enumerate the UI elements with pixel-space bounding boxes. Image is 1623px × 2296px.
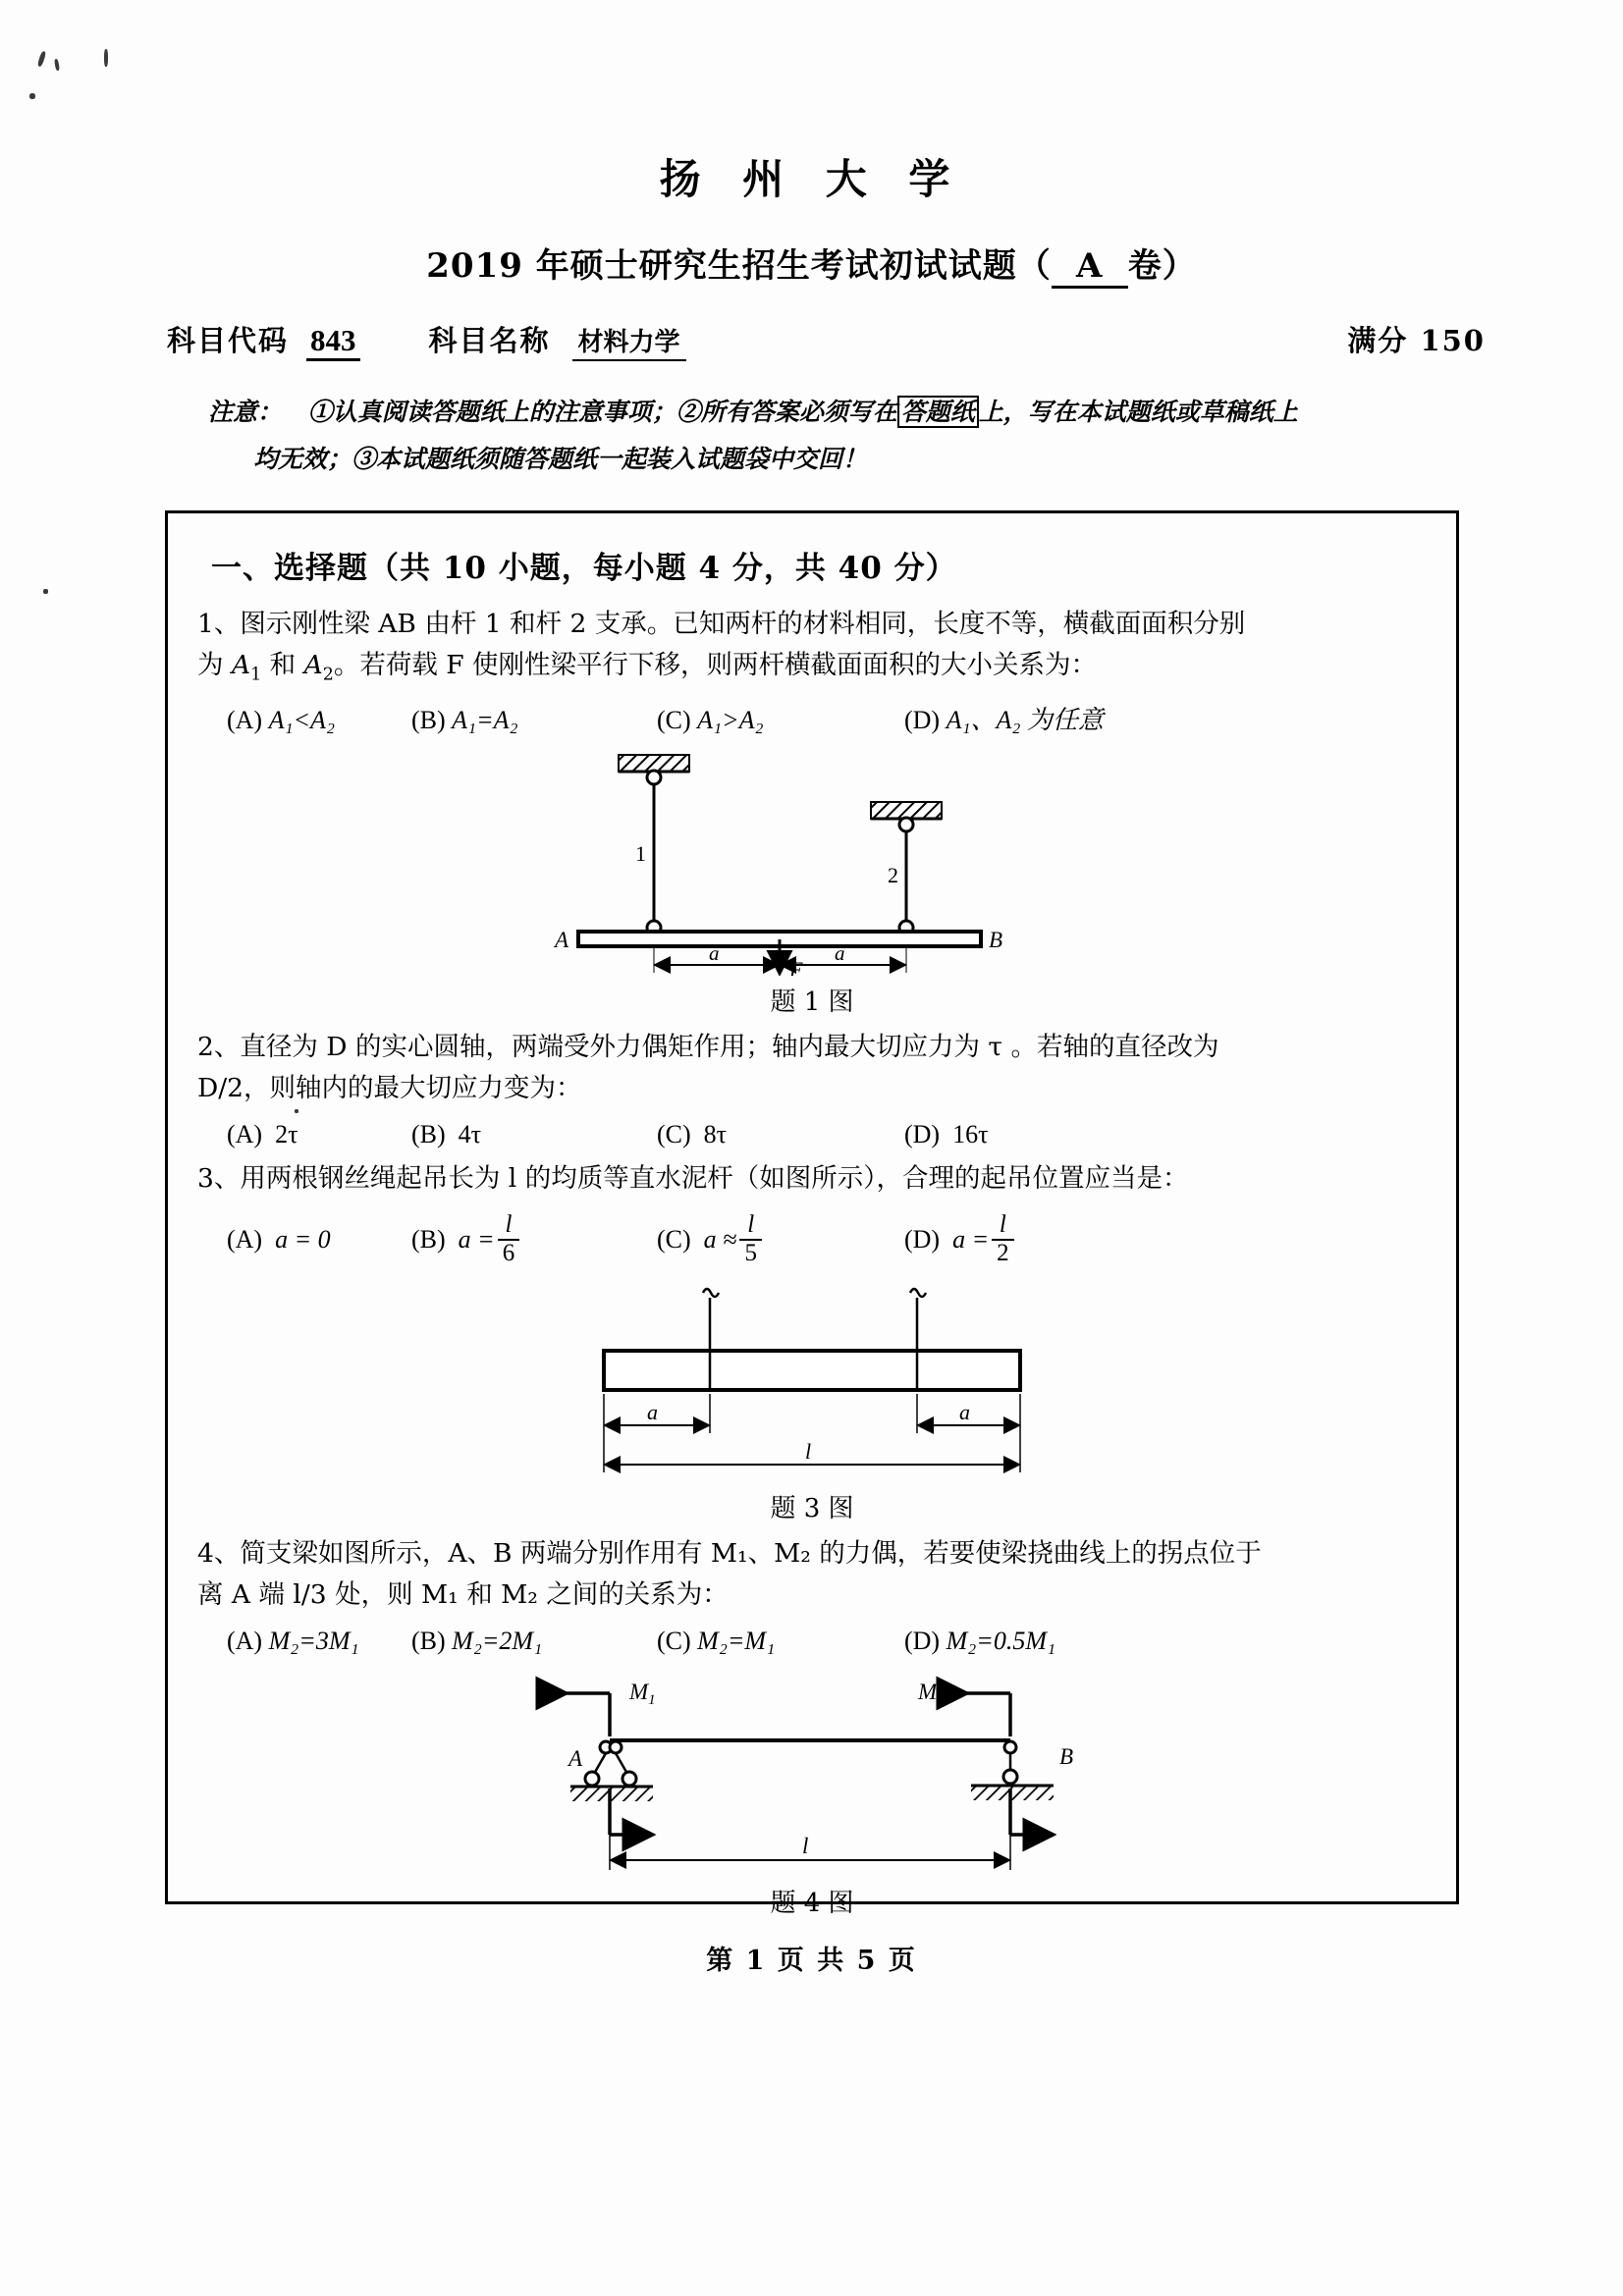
option-3-A-text: a = 0	[275, 1224, 331, 1254]
option-1-D-text: A₁、A₂ 为任意	[946, 706, 1104, 735]
notice-line1-a: ①认真阅读答题纸上的注意事项；②所有答案必须写在	[307, 398, 897, 426]
question-1-number: 1、	[197, 609, 241, 639]
university-title: 扬 州 大 学	[659, 155, 964, 203]
question-1-text	[197, 605, 1427, 644]
option-1-A[interactable]	[227, 702, 411, 739]
q1-l2-mid: 和	[261, 650, 304, 680]
figure-3-caption: 题 3 图	[770, 1493, 854, 1523]
option-3-C-fraction	[739, 1212, 762, 1266]
option-1-A-text: A₁<A₂	[268, 706, 335, 735]
figure-4	[197, 1666, 1427, 1877]
q1-sub2: 2	[322, 665, 334, 685]
full-score: 满分 150	[1347, 324, 1486, 357]
option-1-C-tag: (C)	[657, 706, 691, 735]
question-2-number: 2、	[197, 1032, 241, 1063]
option-3-C-lhs: a ≈	[703, 1224, 737, 1254]
figure-3-dim-a-left: a	[647, 1399, 658, 1424]
q1-symbol-A2: A	[303, 650, 323, 680]
option-3-C-denominator: 5	[739, 1239, 762, 1266]
option-2-C-text: 8τ	[703, 1120, 728, 1149]
figure-1-svg	[508, 745, 1116, 976]
option-3-B[interactable]	[411, 1212, 657, 1266]
figure-4-support-A-label: A	[568, 1745, 583, 1771]
question-body-box	[165, 510, 1459, 1918]
exam-title-suffix: 卷）	[1127, 246, 1197, 286]
subject-code-label: 科目代码	[167, 324, 290, 357]
option-3-B-tag: (B)	[411, 1224, 446, 1254]
q1-symbol-A1: A	[231, 650, 251, 680]
figure-1-caption: 题 1 图	[770, 988, 854, 1018]
option-2-B[interactable]	[411, 1116, 657, 1153]
figure-4-moment-left-label: $M_1$	[629, 1679, 656, 1708]
section-heading: 一、选择题（共 10 小题，每小题 4 分，共 40 分）	[211, 551, 957, 586]
page-footer: 第 1 页 共 5 页	[706, 1946, 917, 1976]
question-2-line1: 直径为 D 的实心圆轴，两端受外力偶矩作用；轴内最大切应力为 τ 。若轴的直径改为	[240, 1032, 1219, 1063]
question-4-number: 4、	[197, 1537, 241, 1569]
figure-1-force-label: F	[789, 957, 803, 977]
question-4-text-line2: 离 A 端 l/3 处，则 M₁ 和 M₂ 之间的关系为：	[197, 1578, 729, 1610]
figure-1-dim-a-right: a	[835, 941, 845, 966]
scan-speckle	[43, 589, 48, 594]
option-2-D[interactable]	[904, 1116, 989, 1153]
figure-1-rod1-label: 1	[635, 841, 646, 867]
option-1-A-tag: (A)	[227, 706, 263, 735]
option-4-D-text: M₂=0.5M₁	[946, 1626, 1056, 1655]
option-3-A-tag: (A)	[227, 1224, 263, 1254]
option-4-B[interactable]	[411, 1623, 657, 1660]
option-4-C-tag: (C)	[657, 1626, 691, 1655]
option-1-B[interactable]	[411, 702, 657, 739]
option-3-B-lhs: a =	[458, 1224, 495, 1254]
figure-3-dim-a-right: a	[959, 1399, 970, 1424]
figure-1-dim-a-left: a	[709, 941, 720, 966]
figure-4-support-B-label: B	[1059, 1743, 1074, 1769]
question-1-options	[197, 702, 1427, 739]
option-2-B-tag: (B)	[411, 1120, 446, 1149]
figure-1-label-A: A	[555, 928, 569, 953]
option-3-D-fraction	[992, 1212, 1014, 1266]
option-2-A-text: 2τ	[275, 1120, 298, 1149]
figure-1-label-B: B	[989, 928, 1003, 953]
option-1-D[interactable]	[904, 702, 1104, 739]
option-4-A-tag: (A)	[227, 1626, 263, 1655]
scan-speckle	[29, 93, 35, 99]
question-4-options	[197, 1623, 1427, 1660]
question-4-line1: 简支梁如图所示，A、B 两端分别作用有 M₁、M₂ 的力偶，若要使梁挠曲线上的拐点位于	[240, 1537, 1262, 1569]
subject-name-value: 材料力学	[572, 322, 686, 361]
option-4-A[interactable]	[227, 1623, 411, 1660]
scan-speckle	[54, 59, 60, 72]
figure-1-rod2-label: 2	[888, 863, 898, 888]
figure-4-moment-right-label: $M_2$	[918, 1679, 945, 1708]
option-3-D[interactable]	[904, 1212, 1017, 1266]
q1-l2-pre: 为	[197, 650, 232, 680]
option-1-B-text: A₁=A₂	[452, 706, 518, 735]
option-2-A-tag: (A)	[227, 1120, 263, 1149]
exam-title	[0, 239, 1623, 289]
option-2-B-text: 4τ	[458, 1120, 482, 1149]
question-3-line1: 用两根钢丝绳起吊长为 l 的均质等直水泥杆（如图所示），合理的起吊位置应当是：	[240, 1163, 1189, 1195]
option-3-B-fraction	[498, 1212, 520, 1266]
figure-3	[197, 1276, 1427, 1482]
notice-line1-b: 上，写在本试题纸或草稿纸上	[978, 398, 1298, 426]
option-3-C-numerator: l	[747, 1211, 755, 1239]
question-1-line1: 图示刚性梁 AB 由杆 1 和杆 2 支承。已知两杆的材料相同，长度不等，横截面面积分别	[240, 609, 1246, 639]
question-4-text	[197, 1534, 1427, 1574]
question-2-options	[197, 1116, 1427, 1153]
option-2-C-tag: (C)	[657, 1120, 691, 1149]
figure-4-dim-l: l	[802, 1833, 809, 1858]
option-1-C[interactable]	[657, 702, 904, 739]
option-4-C[interactable]	[657, 1623, 904, 1660]
exam-title-prefix: 2019 年硕士研究生招生考试初试试题（	[426, 246, 1052, 286]
figure-3-dim-l: l	[805, 1438, 812, 1464]
option-3-A[interactable]	[227, 1225, 411, 1255]
notice-label: 注意：	[208, 398, 283, 426]
option-4-B-text: M₂=2M₁	[452, 1626, 543, 1655]
option-3-C-tag: (C)	[657, 1224, 691, 1254]
option-4-B-tag: (B)	[411, 1626, 446, 1655]
question-2-text	[197, 1028, 1427, 1067]
option-3-D-denominator: 2	[992, 1239, 1014, 1266]
figure-4-caption: 题 4 图	[770, 1888, 854, 1918]
option-4-D[interactable]	[904, 1623, 1055, 1660]
option-3-D-tag: (D)	[904, 1224, 941, 1254]
option-4-D-tag: (D)	[904, 1626, 941, 1655]
paper-code: A	[1052, 246, 1128, 289]
option-4-C-text: M₂=M₁	[697, 1626, 776, 1655]
option-1-B-tag: (B)	[411, 706, 446, 735]
figure-1	[197, 745, 1427, 976]
scan-speckle	[104, 49, 108, 67]
question-3-number: 3、	[197, 1163, 241, 1195]
option-1-C-text: A₁>A₂	[697, 706, 764, 735]
scan-speckle	[37, 51, 47, 68]
option-4-A-text: M₂=3M₁	[268, 1626, 359, 1655]
option-2-D-tag: (D)	[904, 1120, 941, 1149]
option-2-A[interactable]	[227, 1116, 411, 1153]
option-2-C[interactable]	[657, 1116, 904, 1153]
option-3-D-numerator: l	[999, 1211, 1006, 1239]
option-1-D-tag: (D)	[904, 706, 941, 735]
question-3-options	[197, 1212, 1427, 1266]
subject-name-label: 科目名称	[428, 324, 551, 357]
figure-4-svg	[508, 1666, 1116, 1877]
question-2-text-line2: D/2，则轴内的最大切应力变为：	[197, 1073, 582, 1104]
notice-line2: 均无效；③本试题纸须随答题纸一起装入试题袋中交回！	[253, 445, 868, 473]
subject-info-row	[167, 319, 1486, 361]
option-3-B-denominator: 6	[498, 1239, 520, 1266]
option-3-B-numerator: l	[505, 1211, 513, 1239]
notice-block	[208, 389, 1495, 483]
option-3-C[interactable]	[657, 1212, 904, 1266]
q1-l2-post: 。若荷载 F 使刚性梁平行下移，则两杆横截面面积的大小关系为：	[333, 650, 1098, 680]
question-1-text-line2	[197, 646, 1427, 694]
notice-boxed-term: 答题纸	[897, 396, 979, 428]
question-3-text	[197, 1159, 1427, 1199]
subject-code-value: 843	[306, 323, 360, 361]
figure-3-svg	[517, 1276, 1107, 1482]
q1-sub1: 1	[250, 665, 262, 685]
option-3-D-lhs: a =	[952, 1224, 990, 1254]
option-2-D-text: 16τ	[952, 1120, 989, 1149]
